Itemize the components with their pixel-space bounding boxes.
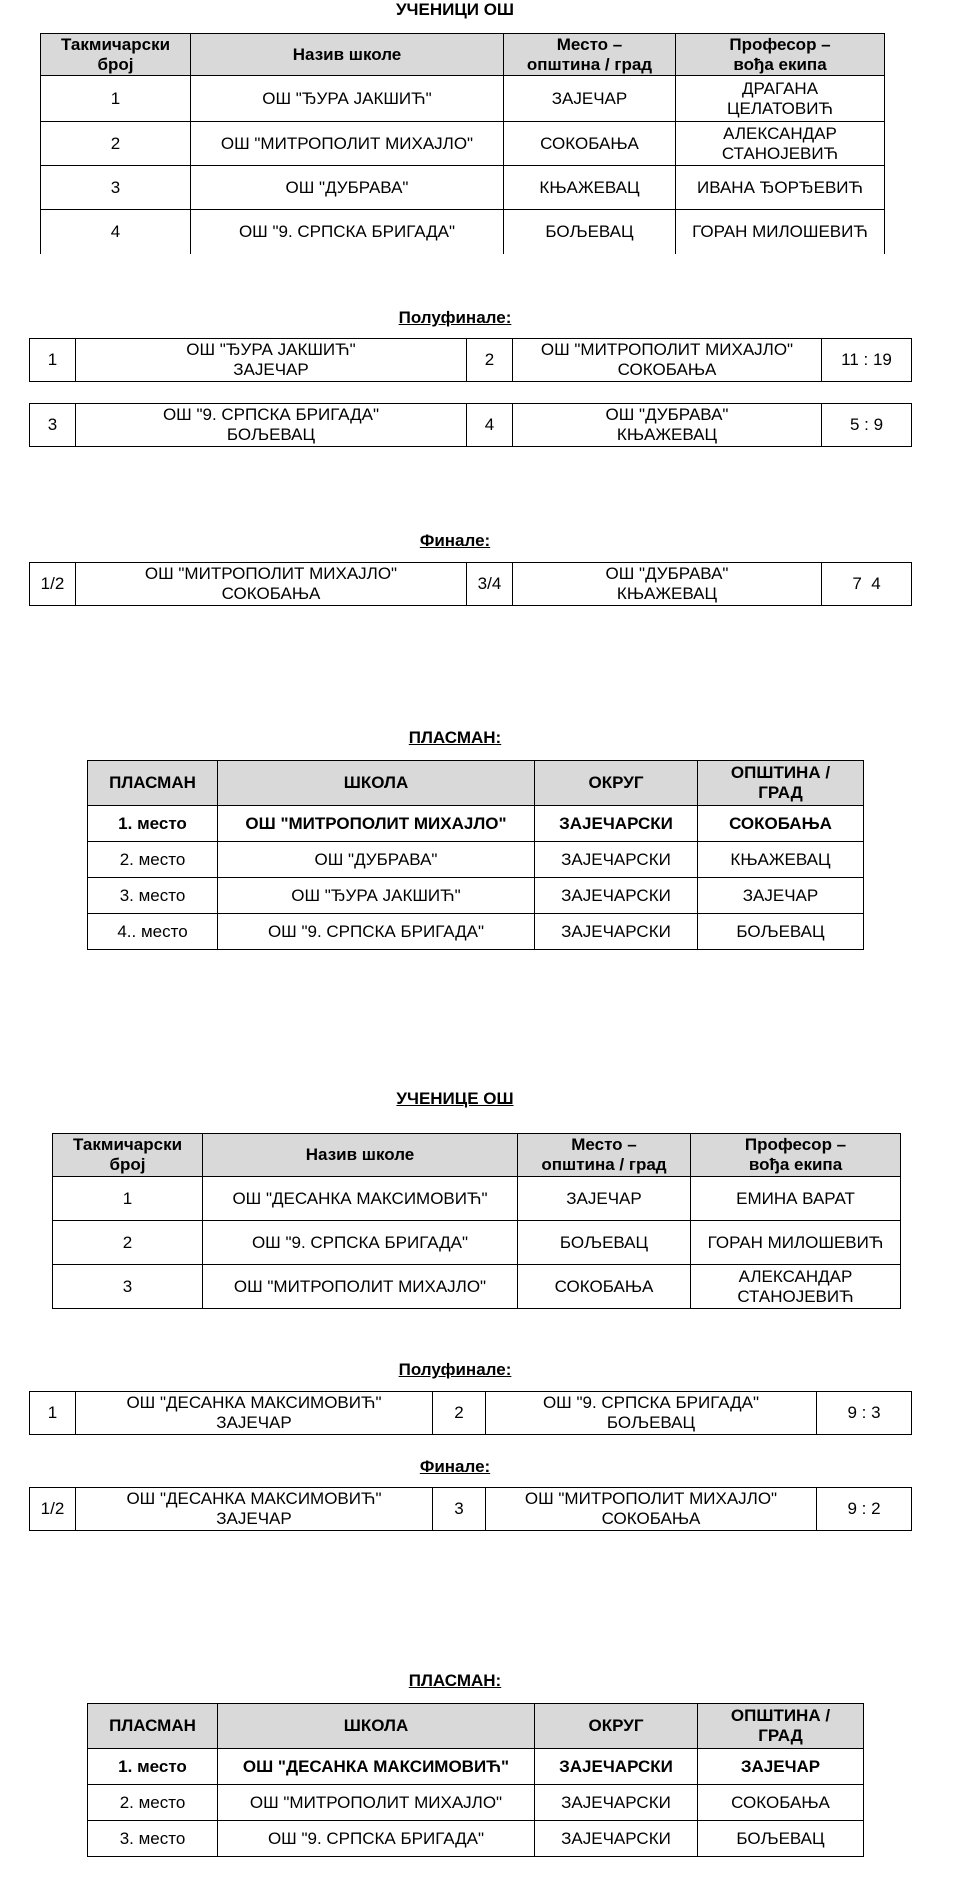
- coach: ЕМИНА ВАРАТ: [691, 1177, 901, 1221]
- boys-final-title: Финале:: [419, 531, 491, 550]
- municipality: СОКОБАЊА: [698, 806, 864, 842]
- place: БОЉЕВАЦ: [504, 210, 676, 254]
- team-number: 3: [53, 1265, 203, 1309]
- boys-semifinal-1: [29, 338, 912, 382]
- school-name: ОШ "МИТРОПОЛИТ МИХАЈЛО": [191, 122, 504, 166]
- table-row: [88, 842, 864, 878]
- match-row: [30, 1488, 912, 1531]
- rank: 2. место: [88, 1785, 218, 1821]
- team-number: 3: [30, 404, 76, 447]
- municipality: ЗАЈЕЧАР: [698, 878, 864, 914]
- header-cell: Професор – вођа екипа: [691, 1134, 901, 1177]
- table-row: [88, 806, 864, 842]
- team-number: 2: [467, 339, 513, 382]
- team-b: ОШ "ДУБРАВА" КЊАЖЕВАЦ: [513, 563, 822, 606]
- municipality: СОКОБАЊА: [698, 1785, 864, 1821]
- school-name: ОШ "ДУБРАВА": [218, 842, 535, 878]
- rank: 2. место: [88, 842, 218, 878]
- girls-title: УЧЕНИЦЕ ОШ: [396, 1089, 514, 1108]
- district: ЗАЈЕЧАРСКИ: [535, 842, 698, 878]
- place: БОЉЕВАЦ: [518, 1221, 691, 1265]
- team-b: ОШ "ДУБРАВА" КЊАЖЕВАЦ: [513, 404, 822, 447]
- team-a: ОШ "ДЕСАНКА МАКСИМОВИЋ" ЗАЈЕЧАР: [76, 1392, 433, 1435]
- team-number: 1: [30, 339, 76, 382]
- score: 9 : 2: [817, 1488, 912, 1531]
- school-name: ОШ "ЂУРА ЈАКШИЋ": [218, 878, 535, 914]
- school-name: ОШ "9. СРПСКА БРИГАДА": [218, 1821, 535, 1857]
- school-name: ОШ "9. СРПСКА БРИГАДА": [218, 914, 535, 950]
- district: ЗАЈЕЧАРСКИ: [535, 1749, 698, 1785]
- girls-final-title: Финале:: [419, 1457, 491, 1476]
- team-number: 1: [41, 76, 191, 122]
- team-number: 1/2: [30, 563, 76, 606]
- header-cell: ОКРУГ: [535, 761, 698, 806]
- table-row: [88, 914, 864, 950]
- school-name: ОШ "МИТРОПОЛИТ МИХАЈЛО": [218, 806, 535, 842]
- team-number: 3: [41, 166, 191, 210]
- match-row: [30, 563, 912, 606]
- header-cell: ПЛАСМАН: [88, 761, 218, 806]
- boys-semifinal-title: Полуфинале:: [398, 308, 512, 327]
- district: ЗАЈЕЧАРСКИ: [535, 1821, 698, 1857]
- place: СОКОБАЊА: [504, 122, 676, 166]
- team-number: 3/4: [467, 563, 513, 606]
- score: 7 4: [822, 563, 912, 606]
- coach: ИВАНА ЂОРЂЕВИЋ: [676, 166, 885, 210]
- place: ЗАЈЕЧАР: [504, 76, 676, 122]
- table-header-row: [88, 1704, 864, 1749]
- team-b: ОШ "МИТРОПОЛИТ МИХАЈЛО" СОКОБАЊА: [486, 1488, 817, 1531]
- header-cell: ШКОЛА: [218, 1704, 535, 1749]
- boys-standings-title: ПЛАСМАН:: [408, 728, 502, 747]
- rank: 1. место: [88, 1749, 218, 1785]
- team-number: 4: [41, 210, 191, 254]
- header-cell: Место – општина / град: [518, 1134, 691, 1177]
- boys-title: УЧЕНИЦИ ОШ: [395, 0, 515, 19]
- header-cell: ПЛАСМАН: [88, 1704, 218, 1749]
- district: ЗАЈЕЧАРСКИ: [535, 878, 698, 914]
- boys-final: [29, 562, 912, 606]
- district: ЗАЈЕЧАРСКИ: [535, 806, 698, 842]
- coach: ДРАГАНА ЦЕЛАТОВИЋ: [676, 76, 885, 122]
- header-cell: Назив школе: [191, 34, 504, 76]
- girls-semifinal: [29, 1391, 912, 1435]
- girls-standings-title: ПЛАСМАН:: [408, 1671, 502, 1690]
- table-row: [53, 1177, 901, 1221]
- team-number: 1/2: [30, 1488, 76, 1531]
- team-b: ОШ "9. СРПСКА БРИГАДА" БОЉЕВАЦ: [486, 1392, 817, 1435]
- place: ЗАЈЕЧАР: [518, 1177, 691, 1221]
- municipality: ЗАЈЕЧАР: [698, 1749, 864, 1785]
- girls-standings-table: [87, 1703, 864, 1857]
- boys-semifinal-2: [29, 403, 912, 447]
- table-row: [53, 1265, 901, 1309]
- table-row: [41, 122, 885, 166]
- team-b: ОШ "МИТРОПОЛИТ МИХАЈЛО" СОКОБАЊА: [513, 339, 822, 382]
- boys-teams-table: [40, 33, 885, 254]
- municipality: БОЉЕВАЦ: [698, 1821, 864, 1857]
- team-number: 2: [41, 122, 191, 166]
- place: СОКОБАЊА: [518, 1265, 691, 1309]
- match-row: [30, 1392, 912, 1435]
- girls-semifinal-title: Полуфинале:: [398, 1360, 512, 1379]
- school-name: ОШ "ДЕСАНКА МАКСИМОВИЋ": [203, 1177, 518, 1221]
- school-name: ОШ "ДУБРАВА": [191, 166, 504, 210]
- team-number: 4: [467, 404, 513, 447]
- header-cell: Професор – вођа екипа: [676, 34, 885, 76]
- rank: 3. место: [88, 878, 218, 914]
- team-a: ОШ "МИТРОПОЛИТ МИХАЈЛО" СОКОБАЊА: [76, 563, 467, 606]
- rank: 4.. место: [88, 914, 218, 950]
- table-row: [41, 76, 885, 122]
- boys-standings-table: [87, 760, 864, 950]
- school-name: ОШ "9. СРПСКА БРИГАДА": [191, 210, 504, 254]
- header-cell: ОКРУГ: [535, 1704, 698, 1749]
- header-cell: Такмичарски број: [41, 34, 191, 76]
- table-header-row: [41, 34, 885, 76]
- school-name: ОШ "ЂУРА ЈАКШИЋ": [191, 76, 504, 122]
- table-header-row: [53, 1134, 901, 1177]
- table-header-row: [88, 761, 864, 806]
- table-row: [88, 1821, 864, 1857]
- place: КЊАЖЕВАЦ: [504, 166, 676, 210]
- score: 11 : 19: [822, 339, 912, 382]
- header-cell: ОПШТИНА / ГРАД: [698, 761, 864, 806]
- school-name: ОШ "МИТРОПОЛИТ МИХАЈЛО": [203, 1265, 518, 1309]
- header-cell: Место – општина / град: [504, 34, 676, 76]
- team-number: 1: [53, 1177, 203, 1221]
- rank: 1. место: [88, 806, 218, 842]
- coach: ГОРАН МИЛОШЕВИЋ: [691, 1221, 901, 1265]
- district: ЗАЈЕЧАРСКИ: [535, 914, 698, 950]
- table-row: [41, 210, 885, 254]
- table-row: [88, 1785, 864, 1821]
- coach: ГОРАН МИЛОШЕВИЋ: [676, 210, 885, 254]
- table-row: [88, 1749, 864, 1785]
- table-row: [88, 878, 864, 914]
- table-row: [53, 1221, 901, 1265]
- header-cell: Назив школе: [203, 1134, 518, 1177]
- team-a: ОШ "9. СРПСКА БРИГАДА" БОЉЕВАЦ: [76, 404, 467, 447]
- match-row: [30, 404, 912, 447]
- team-number: 3: [433, 1488, 486, 1531]
- match-row: [30, 339, 912, 382]
- team-number: 2: [53, 1221, 203, 1265]
- team-number: 2: [433, 1392, 486, 1435]
- table-row: [41, 166, 885, 210]
- score: 9 : 3: [817, 1392, 912, 1435]
- school-name: ОШ "9. СРПСКА БРИГАДА": [203, 1221, 518, 1265]
- school-name: ОШ "ДЕСАНКА МАКСИМОВИЋ": [218, 1749, 535, 1785]
- team-a: ОШ "ДЕСАНКА МАКСИМОВИЋ" ЗАЈЕЧАР: [76, 1488, 433, 1531]
- coach: АЛЕКСАНДАР СТАНОЈЕВИЋ: [691, 1265, 901, 1309]
- team-a: ОШ "ЂУРА ЈАКШИЋ" ЗАЈЕЧАР: [76, 339, 467, 382]
- girls-teams-table: [52, 1133, 901, 1309]
- district: ЗАЈЕЧАРСКИ: [535, 1785, 698, 1821]
- rank: 3. место: [88, 1821, 218, 1857]
- header-cell: Такмичарски број: [53, 1134, 203, 1177]
- team-number: 1: [30, 1392, 76, 1435]
- header-cell: ОПШТИНА / ГРАД: [698, 1704, 864, 1749]
- girls-final: [29, 1487, 912, 1531]
- coach: АЛЕКСАНДАР СТАНОЈЕВИЋ: [676, 122, 885, 166]
- municipality: КЊАЖЕВАЦ: [698, 842, 864, 878]
- school-name: ОШ "МИТРОПОЛИТ МИХАЈЛО": [218, 1785, 535, 1821]
- municipality: БОЉЕВАЦ: [698, 914, 864, 950]
- header-cell: ШКОЛА: [218, 761, 535, 806]
- score: 5 : 9: [822, 404, 912, 447]
